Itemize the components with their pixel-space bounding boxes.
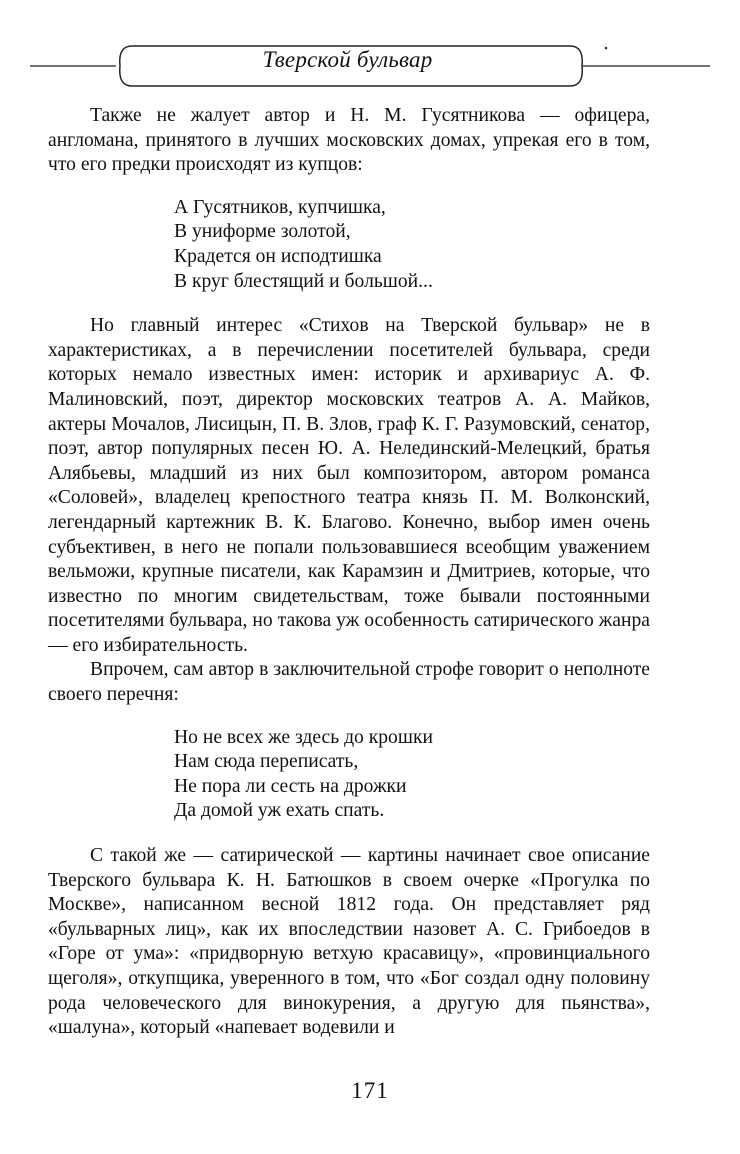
header-title: Тверской бульвар: [262, 47, 433, 72]
poem-stanza-1: [48, 196, 650, 294]
poem-line: Крадется он исподтишка: [174, 245, 382, 267]
poem-stanza-2: [48, 726, 650, 824]
poem-line: В круг блестящий и большой...: [174, 270, 433, 292]
page-number: 171: [351, 1078, 389, 1103]
poem-line: Но не всех же здесь до крошки: [174, 726, 433, 748]
poem-line: В униформе золотой,: [174, 221, 351, 243]
page-body: [48, 104, 650, 1041]
paragraph-2: Но главный интерес «Стихов на Тверской бульвар» не в характеристиках, а в перечислении посетителей бульвара, среди которых немало известных имен: историк и архивариус А. Ф. Малиновский, поэт, директор московских театров А. А. Майков, актеры Мочалов, Лисицын, П. В. Злов, граф К. Г. Разумовский, сенатор, поэт, автор популярных песен Ю. А. Нелединский-Мелецкий, братья Алябьевы, младший из них был композитором, автором романса «Соловей», владелец крепостного театра князь П. М. Волконский, легендарный картежник В. К. Благово. Конечно, выбор имен очень субъективен, в него не попали пользовавшиеся всеобщим уважением вельможи, крупные писатели, как Карамзин и Дмитриев, которые, что известно по многим свидетельствам, тоже бывали постоянными посетителями бульвара, но такова уж особенность сатирического жанра — его избирательность.: [48, 315, 650, 656]
paragraph-4: С такой же — сатирической — картины начинает свое описание Тверского бульвара К. Н. Батюшков в своем очерке «Прогулка по Москве», написанном весной 1812 года. Он представляет ряд «бульварных лиц», как их впоследствии назовет А. С. Грибоедов в «Горе от ума»: «придворную ветхую красавицу», «провинциального щеголя», откупщика, уверенного в том, что «Бог создал одну половину рода человеческого для винокурения, а другую для пьянства», «шалуна», который «напевает водевили и: [48, 845, 650, 1039]
poem-line: Не пора ли сесть на дрожки: [174, 775, 407, 797]
paragraph-3: Впрочем, сам автор в заключительной строфе говорит о неполноте своего перечня:: [48, 659, 650, 706]
paragraph-1: Также не жалует автор и Н. М. Гусятникова — офицера, англомана, принятого в лучших московских домах, упрекая его в том, что его предки происходят из купцов:: [48, 105, 650, 176]
poem-line: А Гусятников, купчишка,: [174, 196, 386, 218]
poem-line: Нам сюда переписать,: [174, 751, 359, 773]
poem-line: Да домой уж ехать спать.: [174, 800, 385, 822]
running-header: [0, 36, 740, 96]
